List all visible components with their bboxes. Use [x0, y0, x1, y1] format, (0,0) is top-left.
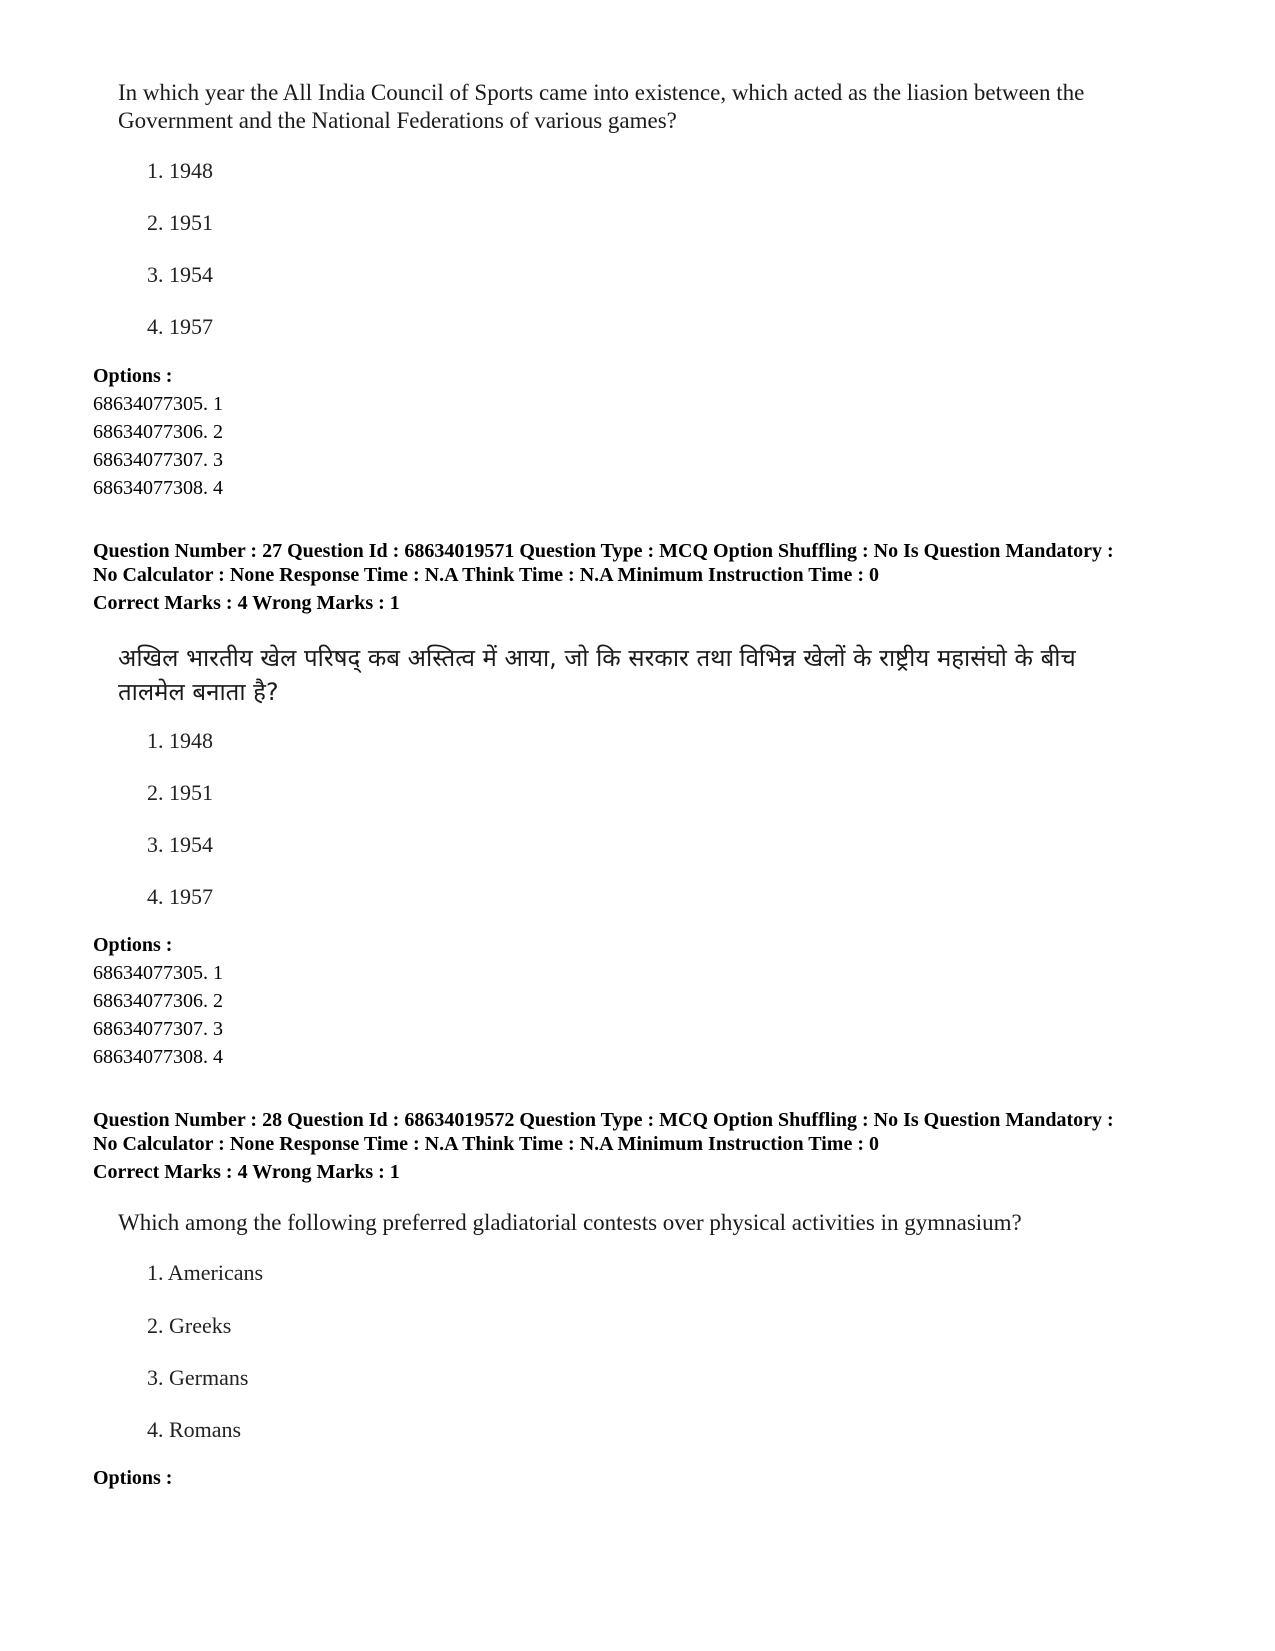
question-27-choice-1: 1. 1948: [147, 728, 213, 753]
question-27-meta-line-1: Question Number : 27 Question Id : 68634019571 Question Type : MCQ Option Shuffling : No Is Question Mandatory :: [93, 540, 1114, 562]
question-26-option-1: 68634077305. 1: [93, 393, 223, 415]
question-27-marks: Correct Marks : 4 Wrong Marks : 1: [93, 592, 400, 614]
question-26-choice-2: 2. 1951: [147, 210, 213, 235]
question-27-option-4: 68634077308. 4: [93, 1046, 223, 1068]
question-27-choice-2: 2. 1951: [147, 780, 213, 805]
question-27-option-2: 68634077306. 2: [93, 990, 223, 1012]
question-26-option-3: 68634077307. 3: [93, 449, 223, 471]
question-26-option-2: 68634077306. 2: [93, 421, 223, 443]
question-27-text: अखिल भारतीय खेल परिषद् कब अस्तित्व में आया, जो कि सरकार तथा विभिन्न खेलों के राष्ट्रीय महासंघो के बीच तालमेल बनाता है?: [118, 644, 1076, 706]
question-28-marks: Correct Marks : 4 Wrong Marks : 1: [93, 1161, 400, 1183]
question-28-choice-3: 3. Germans: [147, 1365, 249, 1390]
question-27-options-label: Options :: [93, 934, 173, 956]
question-27-option-3: 68634077307. 3: [93, 1018, 223, 1040]
question-26-text: In which year the All India Council of Sports came into existence, which acted as the liasion between the Government and the National Federations of various games?: [118, 80, 1085, 133]
question-27-meta-line-2: No Calculator : None Response Time : N.A Think Time : N.A Minimum Instruction Time : 0: [93, 564, 879, 586]
question-28-choice-4: 4. Romans: [147, 1417, 242, 1442]
question-28-choice-1: 1. Americans: [147, 1260, 264, 1285]
question-27-choice-3: 3. 1954: [147, 832, 213, 857]
question-27-option-1: 68634077305. 1: [93, 962, 223, 984]
question-28-meta-line-1: Question Number : 28 Question Id : 68634019572 Question Type : MCQ Option Shuffling : No Is Question Mandatory :: [93, 1109, 1114, 1131]
question-26-option-4: 68634077308. 4: [93, 477, 223, 499]
question-27-choice-4: 4. 1957: [147, 884, 213, 909]
question-28-meta-line-2: No Calculator : None Response Time : N.A Think Time : N.A Minimum Instruction Time : 0: [93, 1133, 879, 1155]
question-26-options-label: Options :: [93, 365, 173, 387]
question-26-choice-3: 3. 1954: [147, 262, 213, 287]
question-28-choice-2: 2. Greeks: [147, 1313, 232, 1338]
question-28-options-label: Options :: [93, 1467, 173, 1489]
question-28-text: Which among the following preferred gladiatorial contests over physical activities in gymnasium?: [118, 1210, 1022, 1235]
question-26-choice-1: 1. 1948: [147, 158, 213, 183]
question-26-choice-4: 4. 1957: [147, 314, 213, 339]
